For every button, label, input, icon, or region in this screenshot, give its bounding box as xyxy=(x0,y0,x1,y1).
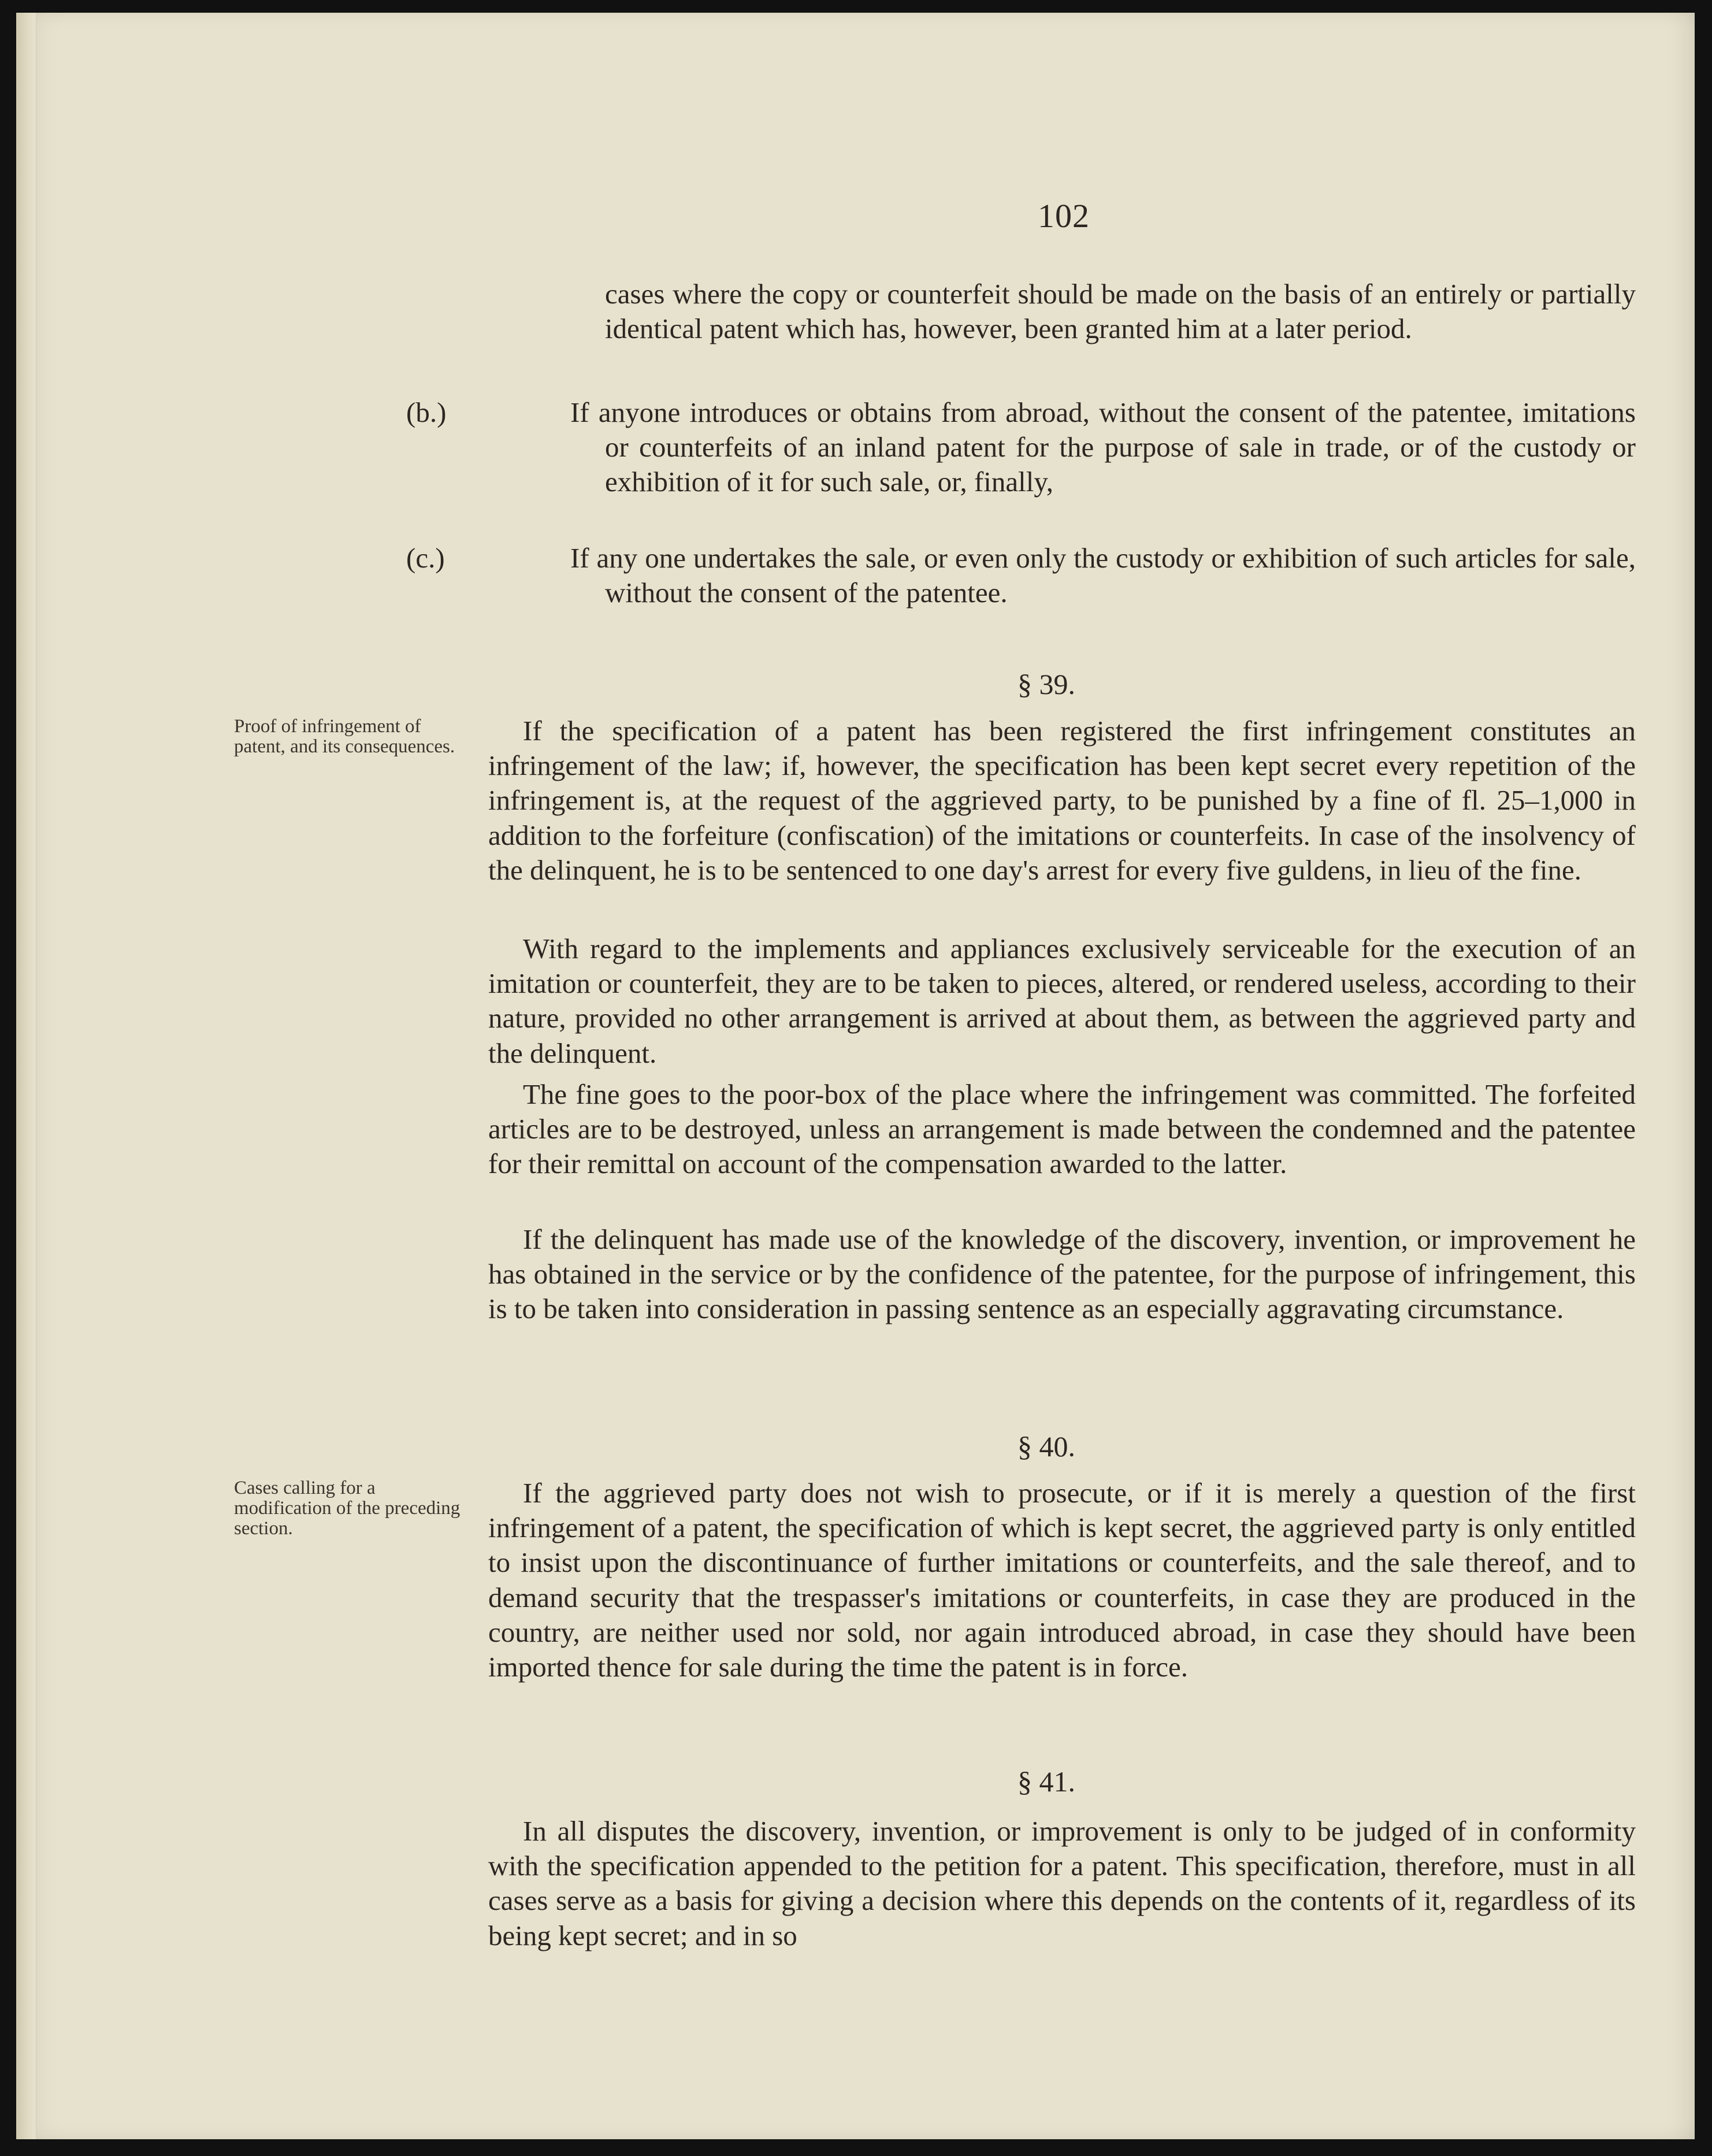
continuation-paragraph: cases where the copy or counterfeit should be made on the basis of an entirely or partially identical patent which has, however, been granted him at a later period. xyxy=(605,278,1636,345)
section-39-paragraph-1: If the specification of a patent has been registered the first infringement constitutes an infringement of the law; if, however, the specification has been kept secret every repetition of the infringement is, at the request of the aggrieved party, to be punished by a fine of fl. 25–1,000 in addition to the forfeiture (confiscation) of the imitations or counterfeits. In case of the insolvency of the delinquent, he is to be sentenced to one day's arrest for every five guldens, in lieu of the fine. xyxy=(488,715,1636,886)
clause-c-text: If any one undertakes the sale, or even only the custody or exhibition of such articles for sale, without the consent of the patentee. xyxy=(570,542,1636,609)
book-page xyxy=(16,13,1695,2139)
section-39-paragraph-3: The fine goes to the poor-box of the place where the infringement was committed. The forfeited articles are to be destroyed, unless an arrangement is made between the condemned and the patentee for their remittal on account of the compensation awarded to the latter. xyxy=(488,1078,1636,1180)
section-40-paragraph-1: If the aggrieved party does not wish to prosecute, or if it is merely a question of the first infringement of a patent, the specification of which is kept secret, the aggrieved party is only entitled to insist upon the discontinuance of further imitations or counterfeits, and the sale thereof, and to demand security that the trespasser's imitations or counterfeits, in case they are produced in the country, are neither used nor sold, nor again introduced abroad, in case they should have been imported thence for sale during the time the patent is in force. xyxy=(488,1477,1636,1683)
page-gutter xyxy=(16,13,36,2139)
section-39-paragraph-4: If the delinquent has made use of the knowledge of the discovery, invention, or improvement he has obtained in the service or by the confidence of the patentee, for the purpose of infringement, this is to be taken into consideration in passing sentence as an especially aggravating circumstance. xyxy=(488,1223,1636,1325)
section-41-paragraph-1: In all disputes the discovery, invention, or improvement is only to be judged of in conformity with the specification appended to the petition for a patent. This specification, therefore, must in all cases serve as a basis for giving a decision where this depends on the contents of it, regardless of its being kept secret; and in so xyxy=(488,1815,1636,1951)
clause-b-text: If anyone introduces or obtains from abroad, without the consent of the patentee, imitations or counterfeits of an inland patent for the purpose of sale in trade, or of the custody or exhibition of it for such sale, or, finally, xyxy=(570,396,1636,498)
clause-b xyxy=(406,395,1636,500)
clause-b-label: (b.) xyxy=(406,396,447,428)
section-40-margin-note: Cases calling for a modification of the preceding section. xyxy=(234,1478,461,1539)
page-number: 102 xyxy=(1038,197,1090,235)
section-39-margin-note: Proof of infringement of patent, and its consequences. xyxy=(234,716,455,757)
clause-c-label: (c.) xyxy=(406,542,445,574)
clause-c xyxy=(406,541,1636,610)
section-40-heading: § 40. xyxy=(1017,1430,1075,1463)
section-39-paragraph-2: With regard to the implements and appliances exclusively serviceable for the execution of an imitation or counterfeit, they are to be taken to pieces, altered, or rendered useless, according to their nature, provided no other arrangement is arrived at about them, as between the aggrieved party and the delinquent. xyxy=(488,933,1636,1069)
section-39-heading: § 39. xyxy=(1017,668,1075,700)
section-41-heading: § 41. xyxy=(1017,1765,1075,1798)
